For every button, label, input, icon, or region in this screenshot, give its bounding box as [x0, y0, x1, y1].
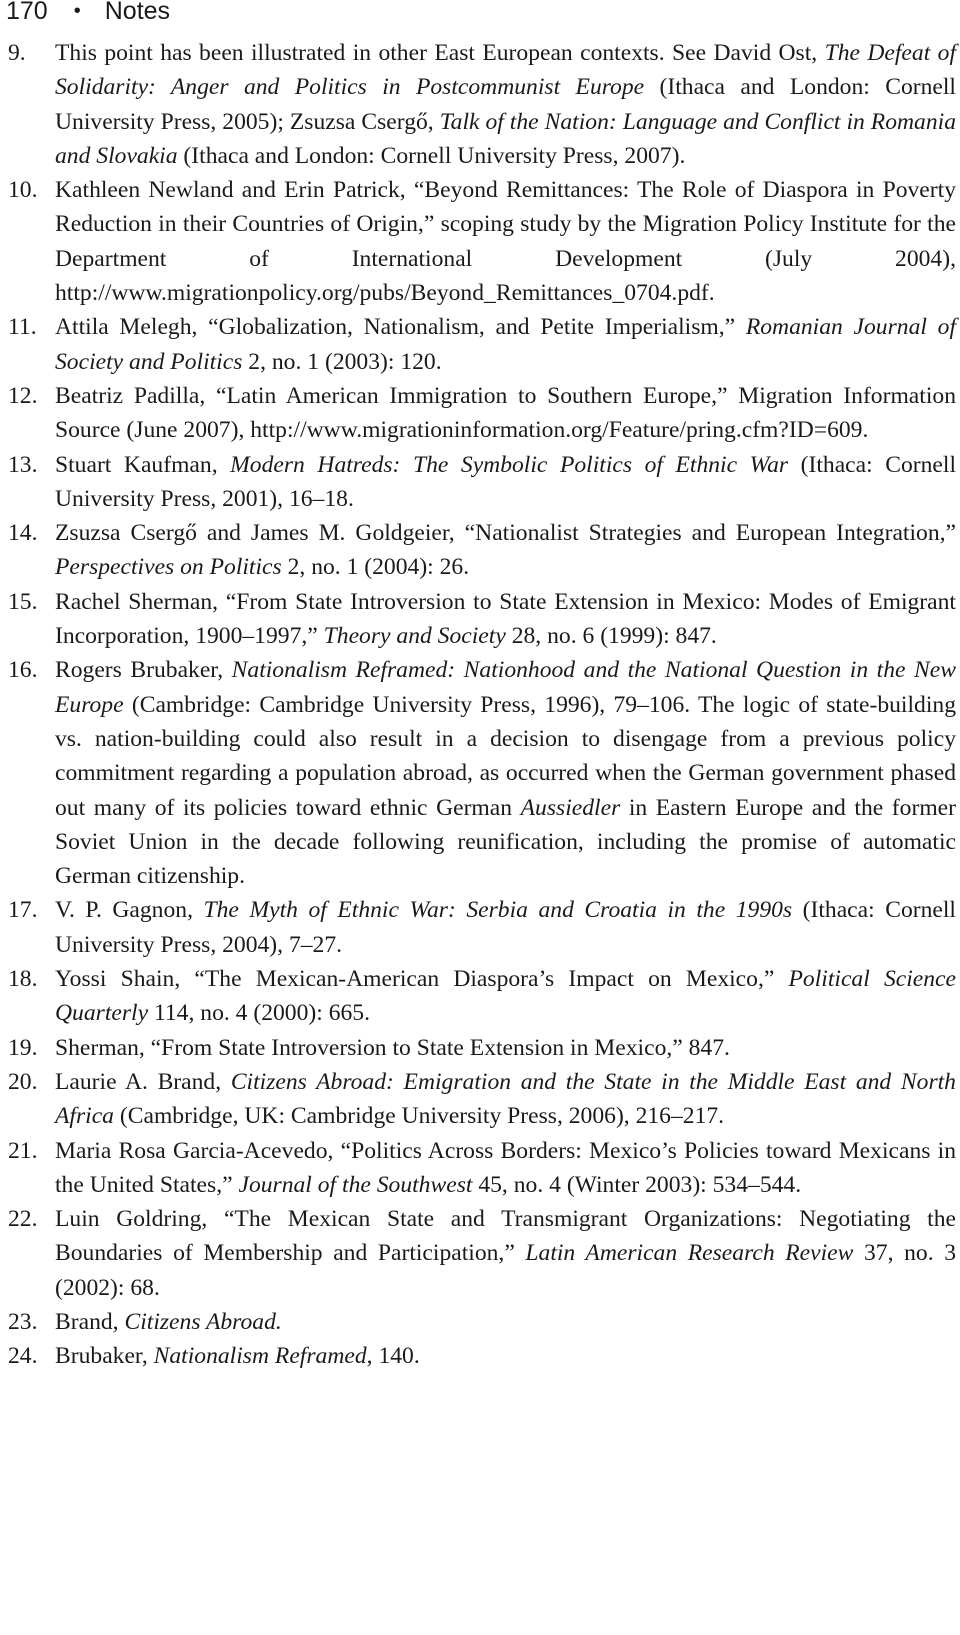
endnote-number: 20.	[8, 1068, 38, 1095]
text-segment: in Eastern Europe and the former Soviet Union in the decade following reunification, including the promise of automatic German citizenship.	[55, 794, 956, 890]
endnote	[0, 962, 956, 1031]
endnote-text	[55, 897, 956, 957]
endnote-text	[55, 452, 956, 512]
endnote-text	[55, 657, 956, 889]
italic-title: The Defeat of Solidarity: Anger and Politics in Postcommunist Europe	[55, 40, 956, 101]
text-segment: This point has been illustrated in other East European contexts. See David Ost,	[55, 40, 825, 66]
text-segment: (Cambridge: Cambridge University Press, 1996), 79–106. The logic of state-building vs. nation-building could also result in a decision to disengage from a previous policy commitment regarding a population abroad, as occurred when the German government phased out many of its policies toward ethnic German	[55, 691, 956, 821]
italic-title: Perspectives on Politics	[55, 554, 282, 581]
italic-title: Political Science Quarterly	[55, 966, 956, 1027]
endnote	[0, 379, 956, 448]
endnote-number: 18.	[8, 966, 38, 993]
text-segment: 37, no. 3 (2002): 68.	[55, 1240, 956, 1301]
text-segment: Stuart Kaufman,	[55, 451, 231, 478]
endnote-text	[55, 1309, 282, 1335]
endnote-number: 9.	[8, 40, 26, 66]
endnote-text	[55, 1343, 420, 1369]
text-segment: Yossi Shain, “The Mexican-American Diaspora’s Impact on Mexico,”	[55, 966, 789, 993]
text-segment: (Cambridge, UK: Cambridge University Press, 2006), 216–217.	[113, 1103, 725, 1130]
endnote	[0, 448, 956, 517]
text-segment: Brand,	[55, 1308, 125, 1335]
text-segment: Rachel Sherman, “From State Introversion to State Extension in Mexico: Modes of Emigrant Incorporation, 1900–1997,”	[55, 588, 956, 650]
text-segment: Rogers Brubaker,	[55, 657, 232, 684]
italic-title: Talk of the Nation: Language and Conflict in Romania and Slovakia	[55, 108, 956, 169]
text-segment: (Ithaca: Cornell University Press, 2004), 7–27.	[55, 897, 956, 958]
text-segment: Maria Rosa Garcia-Acevedo, “Politics Across Borders: Mexico’s Policies toward Mexicans in the United States,”	[55, 1137, 956, 1198]
page-number: 170	[6, 0, 48, 25]
endnote	[0, 516, 956, 585]
text-segment: (Ithaca and London: Cornell University Press, 2007).	[177, 142, 686, 169]
endnote-text	[55, 1069, 956, 1129]
endnote	[0, 310, 956, 379]
endnote	[0, 653, 956, 893]
text-segment: V. P. Gagnon,	[55, 897, 204, 924]
italic-title: Latin American Research Review	[525, 1240, 854, 1267]
section-title: Notes	[104, 0, 171, 25]
endnote-text	[55, 314, 956, 374]
endnote-text	[55, 520, 956, 580]
endnote-number: 14.	[8, 520, 38, 547]
italic-title: Citizens Abroad: Emigration and the State in the Middle East and North Africa	[55, 1068, 956, 1130]
text-segment: , 140.	[366, 1343, 420, 1370]
endnote	[0, 1134, 956, 1203]
endnote-text	[55, 383, 956, 443]
endnote-number: 11.	[8, 314, 37, 341]
italic-title: Nationalism Reframed	[153, 1343, 367, 1370]
text-segment: Kathleen Newland and Erin Patrick, “Beyond Remittances: The Role of Diaspora in Poverty Reduction in their Countries of Origin,” scoping study by the Migration Policy Institute for the Department of International Development (July 2004), http://www.migrationpolicy.org/pubs/Beyond_Remittances_0704.pdf.	[55, 177, 956, 307]
text-segment: Brubaker,	[55, 1343, 154, 1370]
endnote-number: 21.	[8, 1137, 38, 1164]
endnote-text	[55, 1138, 956, 1198]
endnote	[0, 1339, 956, 1373]
text-segment: Attila Melegh, “Globalization, Nationalism, and Petite Imperialism,”	[55, 314, 746, 341]
endnote-text	[55, 177, 956, 306]
endnote	[0, 1202, 956, 1305]
italic-title: Theory and Society	[323, 623, 506, 650]
endnote	[0, 1031, 956, 1065]
text-segment: Sherman, “From State Introversion to State Extension in Mexico,” 847.	[55, 1034, 730, 1061]
endnote-number: 10.	[8, 177, 38, 204]
text-segment: 2, no. 1 (2004): 26.	[281, 554, 470, 581]
text-segment: Beatriz Padilla, “Latin American Immigration to Southern Europe,” Migration Information Source (June 2007), http://www.migrationinformation.org/Feature/pring.cfm?ID=609.	[55, 382, 956, 444]
endnote	[0, 893, 956, 962]
italic-title: Journal of the Southwest	[238, 1171, 473, 1198]
endnote-text	[55, 1035, 730, 1061]
endnote-text	[55, 1206, 956, 1301]
italic-title: Nationalism Reframed: Nationhood and the National Question in the New Europe	[55, 657, 956, 718]
text-segment: 28, no. 6 (1999): 847.	[505, 623, 717, 650]
endnotes-list	[0, 36, 956, 1374]
endnote-number: 13.	[8, 451, 38, 478]
endnote-number: 17.	[8, 897, 38, 924]
text-segment: (Ithaca: Cornell University Press, 2001), 16–18.	[55, 451, 957, 512]
endnote	[0, 173, 956, 310]
endnote	[0, 1305, 956, 1339]
italic-title: Citizens Abroad.	[124, 1308, 282, 1335]
endnote	[0, 585, 956, 654]
endnote	[0, 36, 956, 173]
text-segment: Laurie A. Brand,	[55, 1068, 231, 1095]
endnote-number: 12.	[8, 382, 38, 409]
text-segment: Luin Goldring, “The Mexican State and Transmigrant Organizations: Negotiating the Boundaries of Membership and Participation,”	[55, 1206, 956, 1267]
endnote-number: 15.	[8, 588, 38, 615]
text-segment: 45, no. 4 (Winter 2003): 534–544.	[472, 1171, 802, 1198]
endnote-text	[55, 40, 956, 169]
bullet-separator: •	[73, 0, 81, 22]
endnote	[0, 1065, 956, 1134]
text-segment: 2, no. 1 (2003): 120.	[242, 348, 442, 375]
endnote-number: 16.	[8, 657, 38, 684]
running-head	[6, 0, 170, 26]
italic-title: The Myth of Ethnic War: Serbia and Croatia in the 1990s	[203, 897, 793, 924]
endnote-number: 19.	[8, 1034, 38, 1061]
endnote-text	[55, 589, 956, 649]
endnote-text	[55, 966, 956, 1026]
endnote-number: 24.	[8, 1343, 38, 1370]
endnote-number: 22.	[8, 1206, 38, 1233]
italic-title: Modern Hatreds: The Symbolic Politics of Ethnic War	[230, 451, 789, 478]
text-segment: (Ithaca and London: Cornell University Press, 2005); Zsuzsa Csergő,	[55, 74, 956, 135]
italic-title: Aussiedler	[520, 794, 621, 821]
italic-title: Romanian Journal of Society and Politics	[55, 314, 956, 375]
text-segment: Zsuzsa Csergő and James M. Goldgeier, “Nationalist Strategies and European Integration,”	[55, 520, 956, 547]
text-segment: 114, no. 4 (2000): 665.	[148, 1000, 371, 1027]
endnote-number: 23.	[8, 1308, 38, 1335]
